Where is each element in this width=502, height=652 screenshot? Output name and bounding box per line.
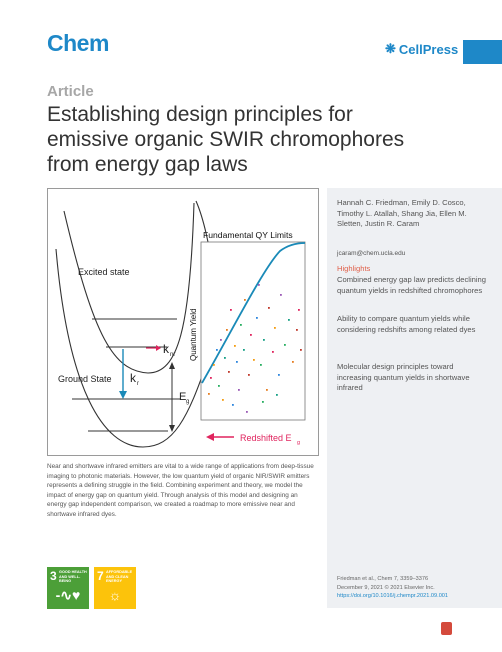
graphical-abstract-figure [48, 189, 318, 455]
cellpress-logo-icon: ❋ [385, 41, 396, 56]
scatter-point [300, 349, 302, 351]
doi-link[interactable]: https://doi.org/10.1016/j.chempr.2021.09.001 [337, 593, 449, 599]
ground-state-label: Ground State [58, 374, 112, 384]
scatter-point [213, 364, 215, 366]
contact-email[interactable]: jcaram@chem.ucla.edu [337, 250, 406, 257]
sidebar [327, 188, 502, 608]
corner-accent [463, 40, 502, 64]
graphical-abstract [47, 188, 319, 456]
redshift-arrow-head [206, 433, 214, 441]
scatter-point [226, 329, 228, 331]
sdg-badge-7 [94, 567, 136, 609]
qy-plot-title: Fundamental QY Limits [203, 230, 293, 240]
scatter-point [260, 364, 262, 366]
kr-label: k [130, 371, 136, 385]
eg-subscript: g [186, 399, 190, 405]
article-title: Establishing design principles for emissive organic SWIR chromophores from energy gap laws [47, 103, 405, 176]
crossmark-icon[interactable] [441, 622, 452, 635]
kr-subscript: r [137, 381, 139, 387]
scatter-point [262, 401, 264, 403]
citation-block [337, 575, 487, 601]
scatter-point [224, 357, 226, 359]
sdg-badge-3 [47, 567, 89, 609]
scatter-point [256, 317, 258, 319]
scatter-point [268, 307, 270, 309]
scatter-point [284, 344, 286, 346]
heartbeat-icon: -∿♥ [55, 587, 81, 603]
scatter-point [210, 377, 212, 379]
scatter-point [220, 339, 222, 341]
scatter-point [280, 294, 282, 296]
highlight-item: Combined energy gap law predicts declining quantum yields in redshifted chromophores [337, 275, 487, 295]
article-type: Article [47, 83, 94, 100]
ground-state-curve [56, 249, 208, 447]
scatter-point [296, 329, 298, 331]
citation-journal: Friedman et al., Chem 7, 3359–3376 [337, 576, 429, 582]
scatter-point [276, 394, 278, 396]
scatter-point [272, 351, 274, 353]
redshift-label: Redshifted E [240, 433, 292, 443]
scatter-point [274, 327, 276, 329]
scatter-point [230, 309, 232, 311]
energy-gap-arrow-head [169, 425, 175, 432]
scatter-point [222, 399, 224, 401]
eg-label: E [179, 391, 187, 403]
scatter-point [248, 374, 250, 376]
qy-plot-frame [201, 242, 305, 420]
scatter-point [266, 389, 268, 391]
scatter-point [218, 385, 220, 387]
author-list: Hannah C. Friedman, Emily D. Cosco, Timothy L. Atallah, Shang Jia, Ellen M. Sletten, Justin R. Caram [337, 198, 467, 228]
sdg-number: 7 [97, 569, 104, 583]
quantum-yield-axis-label: Quantum Yield [189, 308, 198, 361]
highlights-heading: Highlights [337, 264, 371, 273]
scatter-point [240, 324, 242, 326]
excited-state-label: Excited state [78, 267, 130, 277]
scatter-point [250, 334, 252, 336]
scatter-point [258, 284, 260, 286]
energy-gap-arrow-head [169, 362, 175, 369]
scatter-point [253, 359, 255, 361]
citation-date: December 9, 2021 © 2021 Elsevier Inc. [337, 584, 435, 591]
scatter-point [216, 349, 218, 351]
sdg-label: GOOD HEALTH AND WELL-BEING [59, 570, 87, 584]
knr-label: k [163, 342, 169, 356]
scatter-point [228, 371, 230, 373]
publisher-logo [385, 41, 458, 57]
scatter-point [246, 411, 248, 413]
scatter-point [232, 404, 234, 406]
highlight-item: Molecular design principles toward increasing quantum yields in shortwave infrared [337, 362, 470, 392]
scatter-point [298, 309, 300, 311]
publisher-name: CellPress [398, 41, 459, 57]
scatter-point [278, 374, 280, 376]
scatter-point [244, 299, 246, 301]
scatter-point [236, 361, 238, 363]
scatter-point [234, 345, 236, 347]
scatter-point [208, 393, 210, 395]
sdg-number: 3 [50, 569, 57, 583]
redshift-subscript: g [297, 440, 301, 446]
radiative-arrow-head [119, 391, 127, 399]
journal-name: Chem [47, 30, 109, 56]
knr-subscript: nr [170, 352, 176, 358]
abstract-text: Near and shortwave infrared emitters are vital to a wide range of applications from deep-tissue imaging to photonic materials. However, the low quantum yield of organic NIR/SWIR emitters represents a defining struggle in the field. Combining experiment and theory, we model the impact of energy gap on quantum yield. Through analysis of this model and designing an energy gap independent comparison, we created a roadmap to more emissive near and shortwave infrared dyes. [47, 463, 314, 518]
scatter-point [263, 339, 265, 341]
scatter-point [292, 361, 294, 363]
scatter-point [288, 319, 290, 321]
scatter-point [243, 349, 245, 351]
sun-icon: ☼ [108, 587, 122, 603]
highlight-item: Ability to compare quantum yields while considering redshifts among related dyes [337, 314, 476, 334]
nonradiative-arrow-head [156, 345, 161, 351]
sdg-label: AFFORDABLE AND CLEAN ENERGY [106, 570, 133, 584]
scatter-point [238, 389, 240, 391]
